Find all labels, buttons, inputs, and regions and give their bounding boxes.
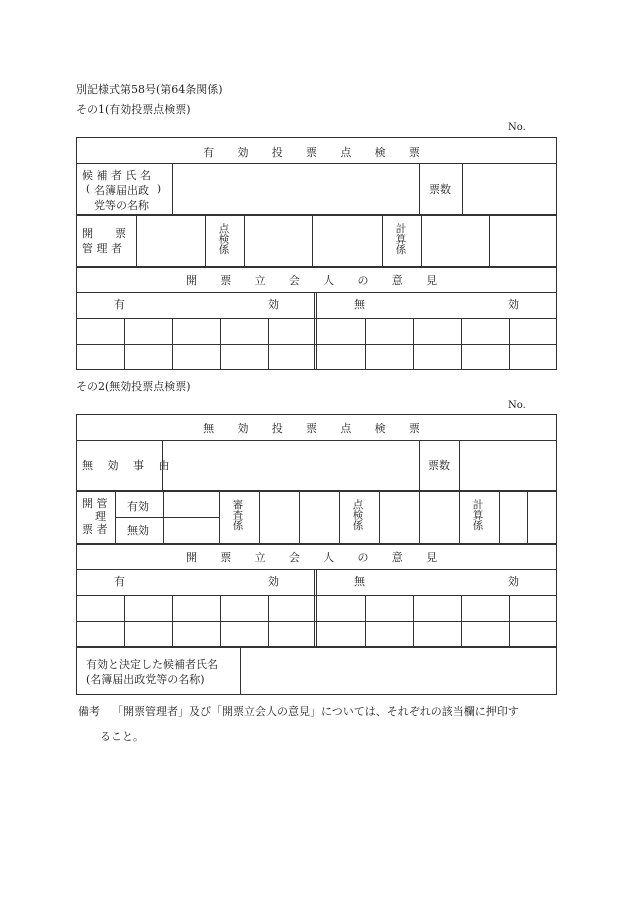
divider <box>413 595 414 647</box>
manager-label-1: 開 票 <box>82 227 126 240</box>
divider <box>76 163 557 164</box>
divider <box>115 517 219 518</box>
inspector-label: 点検係 <box>351 499 364 531</box>
votes-label: 票数 <box>429 183 451 196</box>
decided-candidate-label-1: 有効と決定した候補者氏名 <box>86 658 218 671</box>
calculator-label: 計算係 <box>471 499 484 531</box>
divider <box>244 215 245 267</box>
votes-label: 票数 <box>428 459 450 472</box>
divider <box>509 318 510 370</box>
divider <box>172 595 173 647</box>
divider <box>220 595 221 647</box>
divider <box>172 163 173 215</box>
divider <box>299 491 300 544</box>
party-name-label-1: 名簿届出政 <box>94 184 149 197</box>
divider <box>365 595 366 647</box>
divider <box>421 215 422 267</box>
part2-title: その2(無効投票点検票) <box>76 380 191 393</box>
manager-label-2: 管 理 者 <box>82 242 122 255</box>
divider <box>163 491 164 544</box>
party-paren-open: ( <box>86 183 91 195</box>
remarks-line-1: 「開票管理者」及び「開票立会人の意見」については、それぞれの該当欄に押印す <box>112 705 519 718</box>
divider <box>489 215 490 267</box>
form1-title: 有 効 投 票 点 検 票 <box>203 146 430 159</box>
divider <box>76 490 557 492</box>
invalid-label-right: 効 <box>508 575 519 588</box>
divider <box>268 318 269 370</box>
remarks-line-2: ること。 <box>100 730 144 743</box>
form-number: 別記様式第58号(第64条関係) <box>76 83 223 96</box>
divider <box>76 440 557 441</box>
divider <box>339 491 340 544</box>
form1-opinion-title: 開 票 立 会 人 の 意 見 <box>186 274 447 287</box>
divider <box>240 647 241 695</box>
valid-label-left: 有 <box>114 298 125 311</box>
part1-title: その1(有効投票点検票) <box>76 103 191 116</box>
divider <box>76 266 557 268</box>
invalid-label-left: 無 <box>354 298 365 311</box>
valid-label-right: 効 <box>268 575 279 588</box>
candidate-name-label: 候 補 者 氏 名 <box>82 169 151 182</box>
decided-candidate-label-2: (名簿届出政党等の名称) <box>86 673 205 686</box>
divider <box>462 163 463 215</box>
divider <box>459 440 460 491</box>
divider <box>259 491 260 544</box>
divider <box>314 569 317 647</box>
valid-label-left: 有 <box>114 575 125 588</box>
divider <box>365 318 366 370</box>
calculator-label: 計算係 <box>394 223 407 255</box>
divider <box>461 318 462 370</box>
divider <box>172 318 173 370</box>
remarks-label: 備考 <box>78 705 100 718</box>
divider <box>76 214 557 216</box>
divider <box>124 595 125 647</box>
inspector-label: 点検係 <box>217 223 230 255</box>
divider <box>461 595 462 647</box>
divider <box>205 215 206 267</box>
form2-opinion-title: 開 票 立 会 人 の 意 見 <box>186 551 447 564</box>
valid-label-right: 効 <box>268 298 279 311</box>
manager-label-mid: 理 <box>95 510 106 523</box>
divider <box>76 646 557 648</box>
divider <box>413 318 414 370</box>
divider <box>527 491 528 544</box>
manager-label-1: 開 管 <box>82 497 108 510</box>
divider <box>459 491 460 544</box>
divider <box>136 215 137 267</box>
form2-title: 無 効 投 票 点 検 票 <box>203 422 430 435</box>
reviewer-label: 審査係 <box>231 499 244 531</box>
divider <box>419 163 420 215</box>
invalid-label-right: 効 <box>508 298 519 311</box>
divider <box>219 491 220 544</box>
part2-no-label: No. <box>508 400 526 411</box>
divider <box>379 491 380 544</box>
divider <box>509 595 510 647</box>
divider <box>499 491 500 544</box>
divider <box>314 292 317 370</box>
invalid-label-left: 無 <box>354 575 365 588</box>
part1-no-label: No. <box>508 122 526 133</box>
divider <box>124 318 125 370</box>
valid-row-label: 有効 <box>127 500 149 513</box>
manager-label-2: 票 者 <box>82 523 108 536</box>
invalid-reason-label: 無 効 事 由 <box>82 459 175 472</box>
divider <box>419 491 420 544</box>
divider <box>419 440 420 491</box>
divider <box>220 318 221 370</box>
divider <box>162 440 163 491</box>
invalid-row-label: 無効 <box>127 524 149 537</box>
divider <box>382 215 383 267</box>
divider <box>268 595 269 647</box>
party-paren-close: ) <box>157 183 162 195</box>
divider <box>76 543 557 545</box>
divider <box>312 215 313 267</box>
party-name-label-2: 党等の名称 <box>94 199 149 212</box>
